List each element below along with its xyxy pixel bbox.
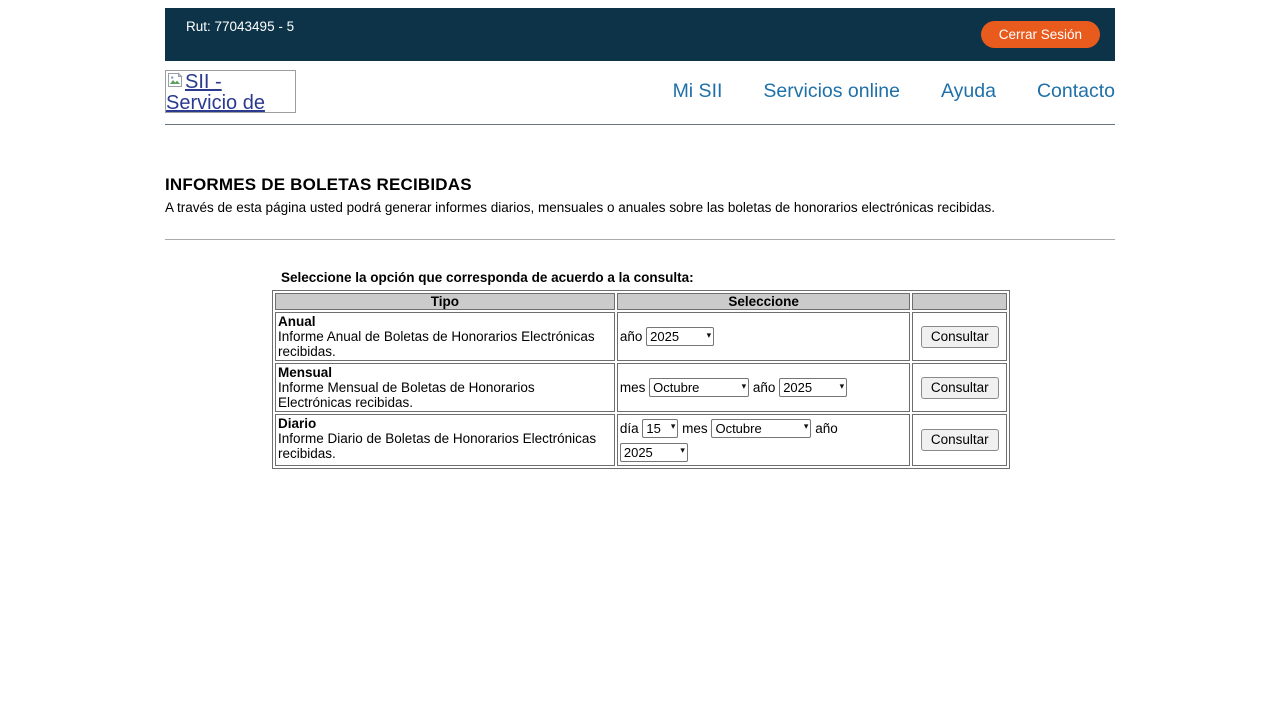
diario-year-select[interactable] [620, 443, 688, 462]
diario-day-label: día [619, 420, 639, 436]
column-header-seleccione: Seleccione [617, 293, 911, 310]
table-row-diario [275, 414, 1007, 466]
chevron-down-icon: ▾ [680, 445, 685, 456]
diario-month-label: mes [682, 420, 708, 436]
table-row-anual [275, 312, 1007, 361]
broken-image-icon [167, 72, 183, 93]
nav-item-contacto[interactable]: Contacto [1036, 80, 1115, 102]
section-divider [165, 239, 1115, 240]
chevron-down-icon: ▾ [706, 330, 712, 341]
anual-type-label: Anual [278, 314, 316, 329]
site-header [165, 70, 1115, 113]
report-options-table [272, 290, 1010, 469]
diario-day-select[interactable] [642, 419, 678, 438]
table-header-row [275, 293, 1007, 310]
mensual-type-label: Mensual [278, 365, 333, 380]
logout-button[interactable]: Cerrar Sesión [981, 21, 1100, 48]
column-header-tipo: Tipo [275, 293, 615, 310]
diario-select-cell [617, 414, 911, 466]
mensual-description: Informe Mensual de Boletas de Honorarios Electrónicas recibidas. [278, 380, 535, 410]
anual-year-label: año [619, 329, 643, 345]
diario-consultar-button[interactable]: Consultar [921, 429, 999, 451]
anual-type-cell [275, 312, 615, 361]
nav-item-servicios-online[interactable]: Servicios online [763, 80, 900, 102]
diario-year-select-wrap [620, 441, 688, 464]
mensual-select-cell [617, 363, 911, 412]
form-caption: Seleccione la opción que corresponda de acuerdo a la consulta: [281, 270, 694, 285]
mensual-month-select-wrap [649, 376, 749, 399]
column-header-empty [912, 293, 1007, 310]
chevron-down-icon: ▾ [741, 381, 747, 392]
page-content [165, 8, 1115, 469]
diario-description: Informe Diario de Boletas de Honorarios Electrónicas recibidas. [278, 431, 597, 461]
anual-description: Informe Anual de Boletas de Honorarios Electrónicas recibidas. [278, 329, 595, 359]
mensual-year-select[interactable] [779, 378, 847, 397]
anual-consultar-button[interactable]: Consultar [921, 326, 999, 348]
mensual-year-label: año [752, 380, 776, 396]
diario-day-select-wrap [642, 417, 678, 440]
mensual-action-cell [912, 363, 1007, 412]
diario-year-label: año [815, 420, 838, 436]
diario-type-label: Diario [278, 416, 317, 431]
anual-action-cell [912, 312, 1007, 361]
nav-item-ayuda[interactable]: Ayuda [940, 80, 996, 102]
mensual-consultar-button[interactable]: Consultar [921, 377, 999, 399]
chevron-down-icon: ▾ [670, 421, 676, 432]
mensual-type-cell [275, 363, 615, 412]
diario-month-select-wrap [711, 417, 811, 440]
session-bar [165, 8, 1115, 61]
page-description: A través de esta página usted podrá generar informes diarios, mensuales o anuales sobre las boletas de honorarios electrónicas recibidas. [165, 200, 995, 215]
nav-item-mi-sii[interactable]: Mi SII [672, 80, 723, 102]
main-nav [673, 80, 1115, 103]
mensual-month-label: mes [619, 380, 646, 396]
mensual-month-select[interactable] [649, 378, 749, 397]
diario-action-cell [912, 414, 1007, 466]
diario-month-select[interactable] [711, 419, 811, 438]
mensual-year-select-wrap [779, 376, 847, 399]
rut-label: Rut: 77043495 - 5 [186, 19, 295, 34]
chevron-down-icon: ▾ [803, 421, 809, 432]
page-title: INFORMES DE BOLETAS RECIBIDAS [165, 175, 472, 194]
anual-select-cell [617, 312, 911, 361]
sii-logo-broken-image[interactable] [165, 70, 296, 113]
diario-type-cell [275, 414, 615, 466]
anual-year-select[interactable] [646, 327, 714, 346]
table-row-mensual [275, 363, 1007, 412]
chevron-down-icon: ▾ [839, 381, 845, 392]
logo-alt-text: SII - Servicio de [166, 71, 265, 113]
header-divider [165, 124, 1115, 125]
anual-year-select-wrap [646, 325, 714, 348]
